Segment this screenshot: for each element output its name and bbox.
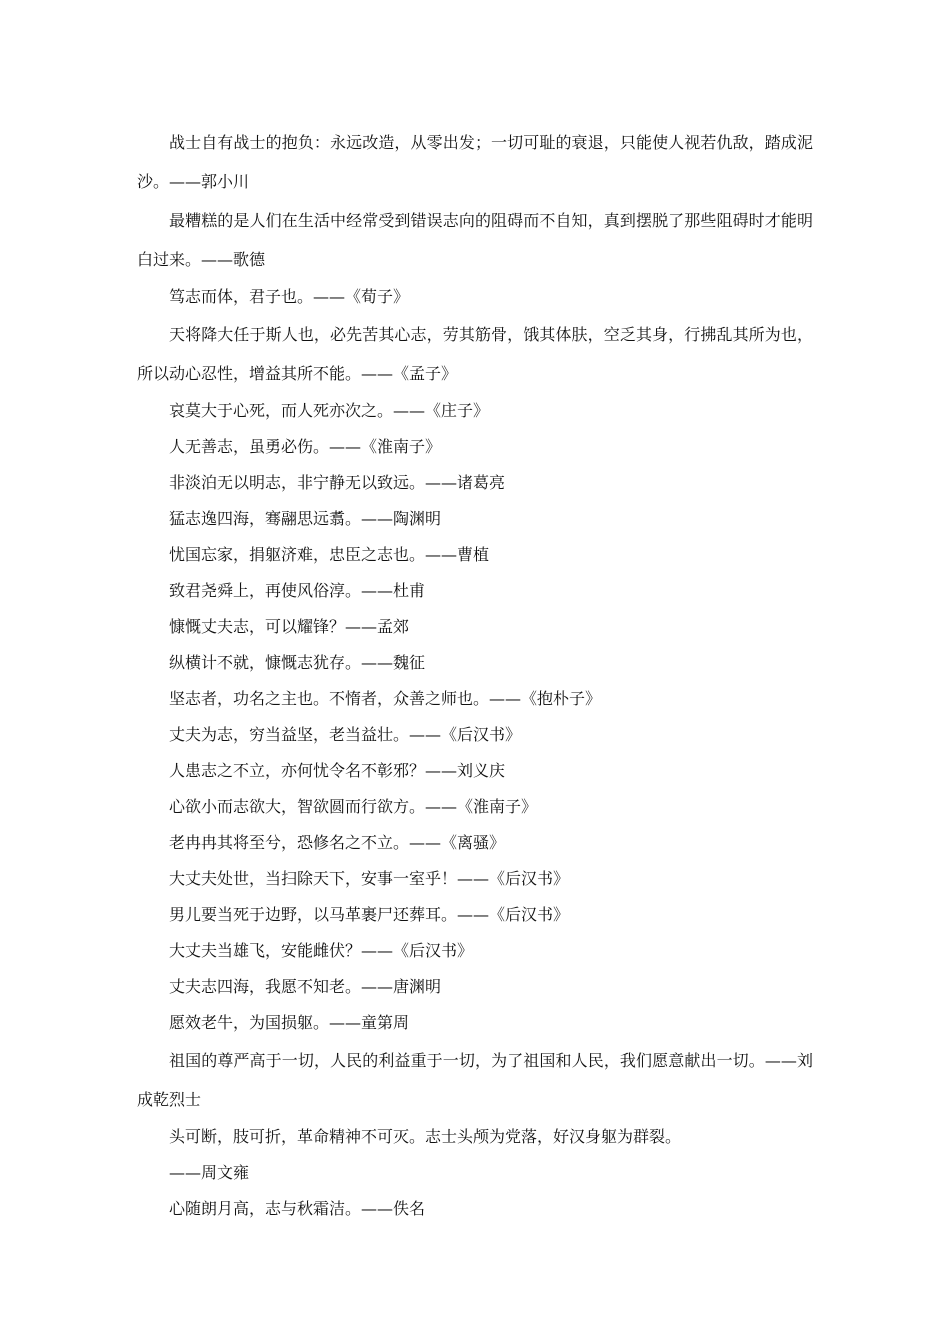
quote-paragraph: 最糟糕的是人们在生活中经常受到错误志向的阻碍而不自知，真到摆脱了那些阻碍时才能明白过来。——歌德 — [137, 211, 813, 269]
quote-paragraph: 人无善志，虽勇必伤。——《淮南子》 — [169, 437, 442, 456]
quote-paragraph: 人患志之不立，亦何忧令名不彰邪？——刘义庆 — [169, 761, 506, 780]
quote-paragraph: 老冉冉其将至兮，恐修名之不立。——《离骚》 — [169, 833, 506, 852]
quote-paragraph: 头可断，肢可折，革命精神不可灭。志士头颅为党落，好汉身躯为群裂。 — [169, 1127, 682, 1146]
quote-paragraph: 笃志而体，君子也。——《荀子》 — [169, 287, 410, 306]
quote-paragraph: 丈夫为志，穷当益坚，老当益壮。——《后汉书》 — [169, 725, 522, 744]
quote-paragraph: 哀莫大于心死，而人死亦次之。——《庄子》 — [169, 401, 490, 420]
quote-paragraph: 丈夫志四海，我愿不知老。——唐渊明 — [169, 977, 442, 996]
quote-paragraph: 男儿要当死于边野，以马革裹尸还葬耳。——《后汉书》 — [169, 905, 570, 924]
quote-paragraph: 猛志逸四海，骞翮思远翥。——陶渊明 — [169, 509, 442, 528]
quote-paragraph: 非淡泊无以明志，非宁静无以致远。——诸葛亮 — [169, 473, 506, 492]
quote-paragraph: 愿效老牛，为国损躯。——童第周 — [169, 1013, 410, 1032]
quote-paragraph: 坚志者，功名之主也。不惰者，众善之师也。——《抱朴子》 — [169, 689, 602, 708]
quote-paragraph: 祖国的尊严高于一切，人民的利益重于一切，为了祖国和人民，我们愿意献出一切。——刘成乾烈士 — [137, 1051, 813, 1109]
quote-paragraph: 纵横计不就，慷慨志犹存。——魏征 — [169, 653, 426, 672]
quote-paragraph: 心欲小而志欲大，智欲圆而行欲方。——《淮南子》 — [169, 797, 538, 816]
quote-paragraph: 慷慨丈夫志，可以耀锋？——孟郊 — [169, 617, 410, 636]
quote-paragraph: 忧国忘家，捐躯济难，忠臣之志也。——曹植 — [169, 545, 490, 564]
quote-paragraph: 心随朗月高，志与秋霜洁。——佚名 — [169, 1199, 426, 1218]
quote-list — [137, 123, 813, 1227]
quote-paragraph: 战士自有战士的抱负：永远改造，从零出发；一切可耻的衰退，只能使人视若仇敌，踏成泥沙。——郭小川 — [137, 133, 813, 191]
quote-paragraph: 天将降大任于斯人也，必先苦其心志，劳其筋骨，饿其体肤，空乏其身，行拂乱其所为也，所以动心忍性，增益其所不能。——《孟子》 — [137, 325, 813, 383]
quote-attribution: ——周文雍 — [169, 1163, 250, 1182]
quote-paragraph: 大丈夫当雄飞，安能雌伏？——《后汉书》 — [169, 941, 474, 960]
quote-paragraph: 致君尧舜上，再使风俗淳。——杜甫 — [169, 581, 426, 600]
quote-paragraph: 大丈夫处世，当扫除天下，安事一室乎！——《后汉书》 — [169, 869, 570, 888]
